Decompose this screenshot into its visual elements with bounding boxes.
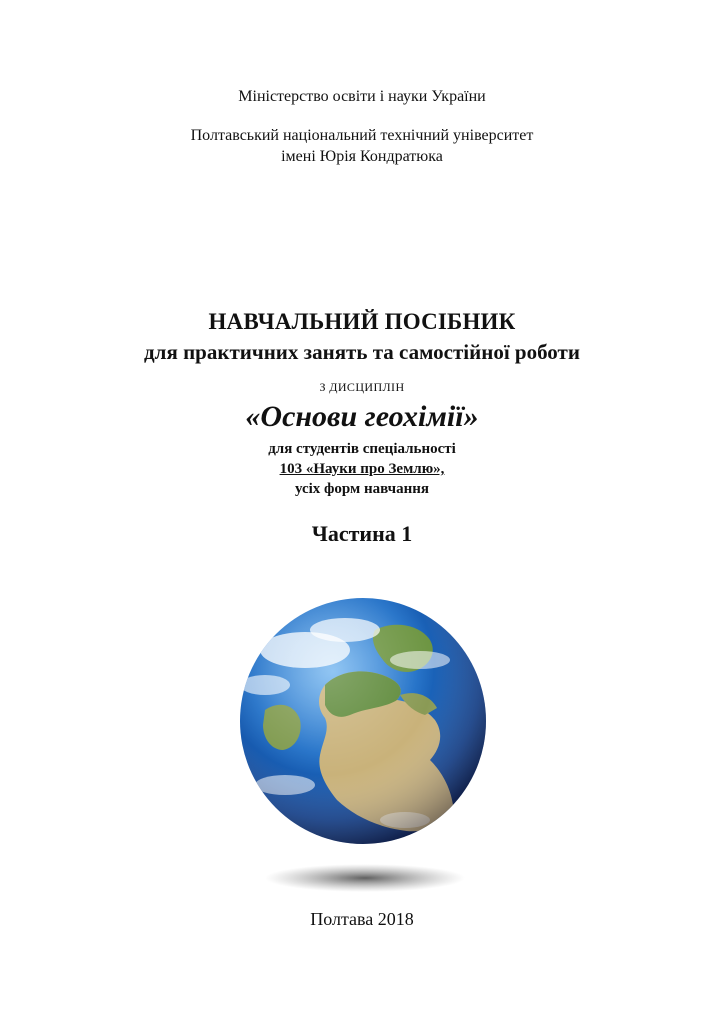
university-name: Полтавський національний технічний університет [190,127,534,144]
discipline-label: З ДИСЦИПЛІН [319,380,405,394]
specialty-line [0,461,724,478]
specialty-text: 103 «Науки про Землю», [279,461,445,477]
part-number: Частина 1 [311,521,413,546]
city-year: Полтава 2018 [310,909,414,929]
students-line: для студентів спеціальності [268,441,456,457]
document-title: НАВЧАЛЬНИЙ ПОСІБНИК [208,309,516,334]
document-subtitle: для практичних занять та самостійної роботи [144,340,580,364]
study-forms-line: усіх форм навчання [294,481,430,497]
globe-shadow [265,864,465,892]
course-name: «Основи геохімії» [245,400,479,433]
university-name-suffix: імені Юрія Кондратюка [281,148,443,165]
earth-globe-icon [225,590,505,900]
ministry-name: Міністерство освіти і науки України [238,88,486,105]
